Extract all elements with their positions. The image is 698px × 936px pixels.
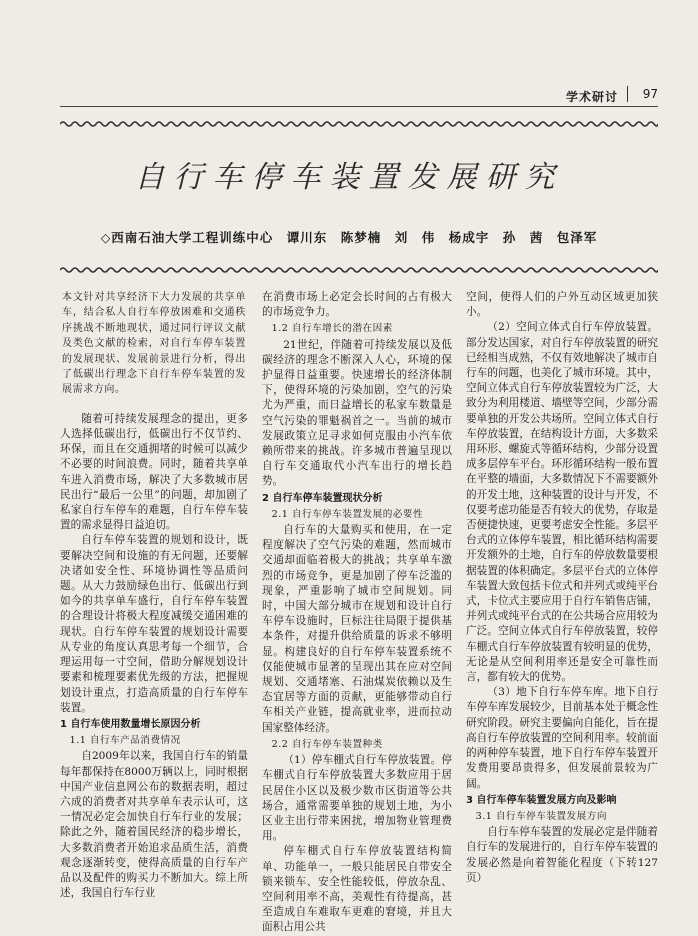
paragraph: 21世纪，伴随着可持续发展以及低碳经济的理念不断深入人心，环境的保护显得日益重要。快速增长的经济体制下，使得环境的污染加剧，空气的污染尤为严重，而日益增长的私家车数量是空气污染的罪魁祸首之一。当前的城市发展政策立足寻求如何克服由小汽车依赖所带来的挑战。许多城市普遍呈现以自行车交通取代小汽车出行的增长趋势。: [262, 338, 452, 488]
paragraph: 自行车的大量购买和使用，在一定程度解决了空气污染的难题，然而城市交通却面临着极大的挑战；共享单车激烈的市场竞争，更是加剧了停车泛滥的现象，严重影响了城市空间规划。同时，中国大部分城市在规划和设计自行车停车设施时，巨标注往局限于提供基本条件，对提升供给质量的诉求不够明显。构建良好的自行车停车装置系统不仅能使城市显著的呈现出其在应对空间规划、交通堵塞、石油煤炭依赖以及生态宜居等方面的贡献，更能够带动自行车相关产业链，提高就业率，进而拉动国家整体经济。: [262, 524, 452, 734]
subsection-heading: 2.2 自行车停车装置种类: [271, 738, 383, 750]
header-rule: [60, 106, 658, 107]
section-heading: 1 自行车使用数量增长原因分析: [60, 718, 201, 730]
article-title: 自行车停车装置发展研究: [134, 160, 564, 195]
subsection-heading: 1.2 自行车增长的潜在因素: [271, 323, 393, 335]
abstract: 本文针对共享经济下大力发展的共享单车，结合私人自行车停放困难和交通秩序挑战不断地现状，通过同行评议文献及类色文献的检索，对自行车停车装置的发展现状、发展前景进行分析，得出了低碳出行理念下自行车停车装置的发展需求方向。: [62, 292, 246, 396]
paragraph: （1）停车棚式自行车停放装置。停车棚式自行车停放装置大多数应用于居民居住小区以及极少数市区街道等公共场合，通常需要单独的规划土地，为小区业主出行带来困扰，增加物业管理费用。: [262, 754, 452, 843]
section-heading: 3 自行车停车装置发展方向及影响: [466, 794, 617, 806]
paragraph: 在消费市场上必定会长时间的占有极大的市场竞争力。: [262, 291, 452, 319]
wave-divider-top: [60, 120, 658, 128]
paragraph: 自2009年以来，我国自行车的销量每年都保持在8000万辆以上，同时根据中国产业信息网公布的数据表明，超过六成的消费者对共享单车表示认可，这一情况必定会加快自行车行业的发展；除此之外，随着国民经济的稳步增长，大多数消费者开始追求品质生活，消费观念逐渐转变，使得高质量的自行车产品以及配件的购买力不断加大。综上所述，我国自行车行业: [60, 750, 248, 900]
column-2: [262, 290, 452, 936]
column-3: [466, 290, 658, 886]
subsection-heading: 2.1 自行车停车装置发展的必要性: [271, 508, 424, 520]
section-heading: 2 自行车停车装置现状分析: [262, 492, 383, 504]
paragraph: 停车棚式自行车停放装置结构简单、功能单一，一般只能居民自带安全锁来锁车、安全性能较低，停放杂乱、空间利用率不高，美观性有待提高，甚至造成自车难取车更难的窘境，并且大面积占用公共: [262, 845, 452, 934]
author-line: ◇西南石油大学工程训练中心 谭川东 陈梦楠 刘 伟 杨成宇 孙 茜 包泽军: [100, 230, 598, 245]
page-number: 97: [642, 87, 658, 101]
paragraph: （2）空间立体式自行车停放装置。部分发达国家，对自行车停放装置的研究已经相当成熟，不仅有效地解决了城市自行车的问题，也美化了城市环境。其中，空间立体式自行车停放装置较为广泛，大致分为利用楼道、墙壁等空间，少部分需要单独的开发公共场所。空间立体式自行车停放装置，在结构设计方面，大多数采用环形、螺旋式等循环结构，少部分设置成多层停车平台。环形循环结构一般布置在平整的墙面，大多数情况下不需要额外的开发土地，这种装置的设计与开发，不仅要考虑功能是否有较大的优势，存取是否便捷快速，更要考虑安全性能。多层平台式的立体停车装置，相比循环结构需要开发额外的土地，自行车的停放数量要根据装置的体积确定。多层平台式的立体停车装置大致包括卡位式和并列式或纯平台式，卡位式主要应用于自行车销售店铺，并列式或纯平台式的在公共场合应用较为广泛。空间立体式自行车停放装置，较停车棚式自行车停放装置有较明显的优势，无论是从空间利用率还是安全可靠性而言，都有较大的优势。: [466, 321, 658, 684]
paragraph: 空间，使得人们的户外互动区域更加狭小。: [466, 291, 658, 319]
subsection-heading: 3.1 自行车停车装置发展方向: [475, 810, 607, 822]
paragraph: （3）地下自行车停车库。地下自行车停车库发展较少，目前基本处于概念性研究阶段。研究主要偏向自能化，旨在提高自行车停放装置的空间利用率。较前面的两种停车装置，地下自行车停车装置开发费用要昂贵得多，但发展前景较为广阔。: [466, 686, 658, 790]
section-label: 学术研讨: [565, 90, 618, 104]
wave-divider-bottom: [60, 266, 658, 274]
paragraph: 随着可持续发展理念的提出，更多人选择低碳出行，低碳出行不仅节约、环保，而且在交通拥堵的时候可以减少不必要的时间浪费。同时，随着共享单车进入消费市场，解决了大多数城市居民出行“最后一公里”的问题，却加剧了私家自行车停车的难题，自行车停车装置的需求显得日益迫切。: [60, 412, 248, 532]
column-1-body: [60, 412, 248, 902]
header-separator: [627, 86, 628, 102]
subsection-heading: 1.1 自行车产品消费情况: [69, 735, 181, 747]
paragraph: 自行车停车装置的发展必定是伴随着自行车的发展进行的，自行车停车装置的发展必然是向着智能化程度（下转127页）: [466, 826, 658, 884]
column-1: [60, 290, 248, 901]
paragraph: 自行车停车装置的规划和设计，既要解决空间和设施的有无问题，还要解决诸如安全性、环境协调性等品质问题。从大力鼓励绿色出行、低碳出行到如今的共享单车盛行，自行车停车装置的合理设计将极大程度减缓交通困难的现状。自行车停车装置的规划设计需要从专业的角度认真思考每一个细节，合理运用每一寸空间，借助分解规划设计要素和梳理要素优先级的方法，把握规划设计重点，打造高质量的自行车停车装置。: [60, 534, 248, 714]
